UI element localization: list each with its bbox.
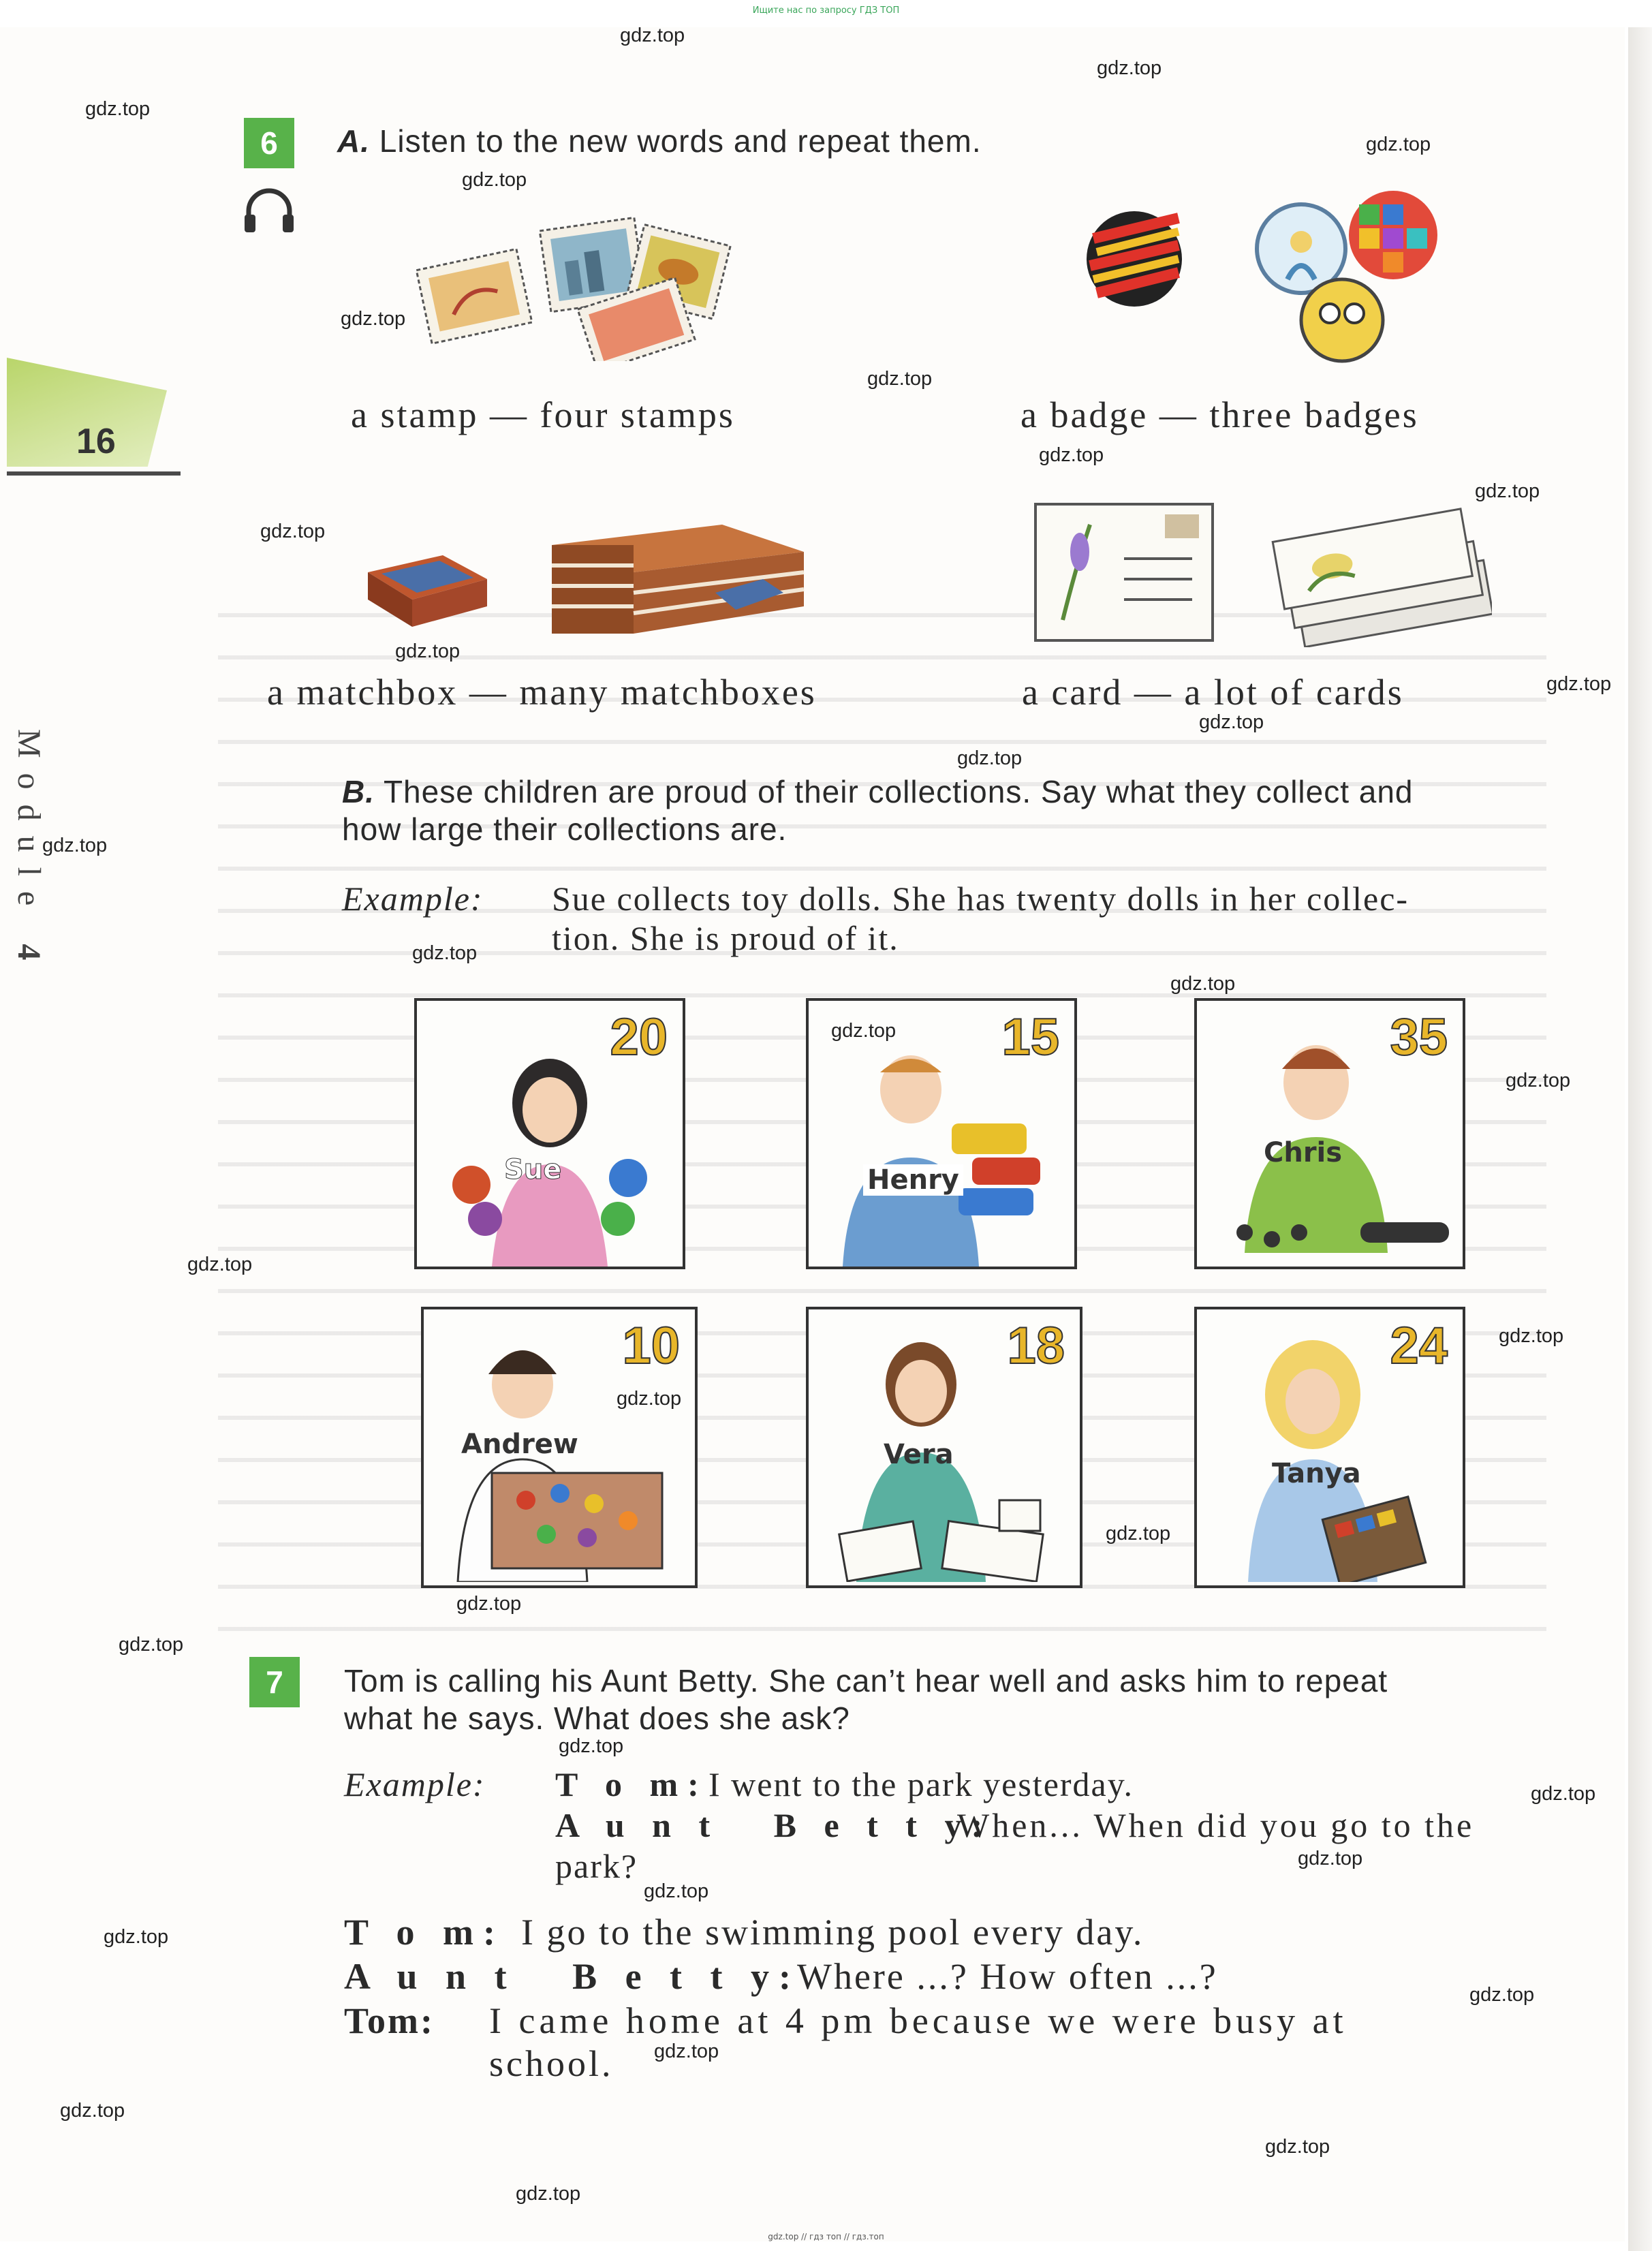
watermark: gdz.top xyxy=(1265,2136,1330,2158)
cards-illustration xyxy=(1029,477,1492,647)
child-panel-sue xyxy=(414,998,685,1269)
exercise6-part-b-instruction-line2: how large their collections are. xyxy=(342,811,788,847)
watermark: gdz.top xyxy=(1097,57,1162,79)
side-divider xyxy=(7,471,181,476)
child-name-andrew: Andrew xyxy=(461,1429,578,1460)
child-panel-chris xyxy=(1194,998,1465,1269)
top-note: Ищите нас по запросу ГДЗ ТОП xyxy=(752,5,900,16)
exercise7-instruction-line2: what he says. What does she ask? xyxy=(344,1701,850,1736)
watermark: gdz.top xyxy=(187,1254,253,1275)
dialogue-line: When... When did you go to the xyxy=(957,1806,1475,1844)
dialogue-speaker: Tom: xyxy=(344,2000,435,2041)
dialogue-speaker: T o m: xyxy=(555,1765,708,1803)
module-label: Module 4 xyxy=(11,729,47,976)
watermark: gdz.top xyxy=(456,1593,522,1615)
child-panel-vera xyxy=(806,1307,1082,1588)
example-line2: tion. She is proud of it. xyxy=(552,919,899,957)
watermark: gdz.top xyxy=(85,98,151,120)
watermark: gdz.top xyxy=(1106,1523,1171,1544)
watermark: gdz.top xyxy=(60,2100,125,2122)
watermark: gdz.top xyxy=(1531,1783,1596,1805)
exercise6-part-b-instruction-line1 xyxy=(342,773,1414,810)
dialogue-line: school. xyxy=(489,2043,614,2084)
watermark: gdz.top xyxy=(1039,444,1104,466)
dialogue-line: park? xyxy=(555,1847,638,1885)
watermark: gdz.top xyxy=(412,942,478,964)
page-edge-shadow xyxy=(1628,27,1652,2251)
watermark: gdz.top xyxy=(1298,1848,1363,1869)
vocab-stamp: a stamp — four stamps xyxy=(351,394,735,435)
watermark: gdz.top xyxy=(1546,673,1612,695)
collection-count: 20 xyxy=(610,1008,668,1066)
watermark: gdz.top xyxy=(1499,1325,1564,1347)
watermark: gdz.top xyxy=(559,1735,624,1757)
collection-count: 18 xyxy=(1007,1317,1065,1375)
vocab-matchbox: a matchbox — many matchboxes xyxy=(267,672,817,713)
bottom-note: gdz.top // гдз топ // гдз.топ xyxy=(768,2232,884,2241)
dialogue-speaker: A u n t B e t t y: xyxy=(555,1806,993,1844)
exercise6-part-a-instruction xyxy=(337,123,982,159)
collection-count: 15 xyxy=(1001,1008,1059,1066)
dialogue-speaker: T o m: xyxy=(344,1912,505,1953)
watermark: gdz.top xyxy=(1199,711,1264,733)
watermark: gdz.top xyxy=(644,1880,709,1902)
watermark: gdz.top xyxy=(260,521,326,542)
part-b-text-line1: These children are proud of their collections. Say what they collect and xyxy=(383,774,1414,809)
part-a-text: Listen to the new words and repeat them. xyxy=(379,123,982,159)
watermark: gdz.top xyxy=(617,1388,682,1410)
child-panel-andrew xyxy=(421,1307,698,1588)
vocab-card: a card — a lot of cards xyxy=(1022,672,1404,713)
dialogue-line: Where ...? How often ...? xyxy=(797,1956,1218,1997)
child-name-vera: Vera xyxy=(884,1439,954,1470)
watermark: gdz.top xyxy=(119,1634,184,1656)
dialogue-line: I came home at 4 pm because we were busy at xyxy=(489,2000,1347,2041)
collection-count: 24 xyxy=(1390,1317,1448,1375)
watermark: gdz.top xyxy=(104,1926,169,1948)
collection-count: 35 xyxy=(1390,1008,1448,1066)
watermark: gdz.top xyxy=(1506,1070,1571,1091)
watermark: gdz.top xyxy=(516,2183,581,2205)
watermark: gdz.top xyxy=(957,747,1023,769)
dialogue-line: I go to the swimming pool every day. xyxy=(521,1912,1144,1953)
collection-count: 10 xyxy=(622,1317,680,1375)
child-panel-tanya xyxy=(1194,1307,1465,1588)
child-name-sue: Sue xyxy=(504,1154,562,1185)
exercise7-instruction-line1: Tom is calling his Aunt Betty. She can’t hear well and asks him to repeat xyxy=(344,1663,1388,1698)
example-label: Example: xyxy=(342,880,484,918)
watermark: gdz.top xyxy=(1475,480,1540,502)
stamps-illustration xyxy=(409,204,763,361)
watermark: gdz.top xyxy=(867,368,933,390)
watermark: gdz.top xyxy=(42,835,108,856)
dialogue-speaker: A u n t B e t t y: xyxy=(344,1956,800,1997)
henry-illustration xyxy=(815,1042,1067,1267)
example-line1: Sue collects toy dolls. She has twenty dolls in her collec- xyxy=(552,880,1409,918)
dialogue-line: I went to the park yesterday. xyxy=(708,1765,1134,1803)
watermark: gdz.top xyxy=(831,1020,897,1042)
watermark: gdz.top xyxy=(1366,134,1431,155)
part-a-letter: A. xyxy=(337,123,370,159)
watermark: gdz.top xyxy=(462,169,527,191)
watermark: gdz.top xyxy=(1170,973,1236,995)
vocab-badge: a badge — three badges xyxy=(1020,394,1419,435)
watermark: gdz.top xyxy=(1469,1984,1535,2006)
page-number: 16 xyxy=(76,422,116,461)
exercise-number-6: 6 xyxy=(244,118,294,168)
headphones-icon xyxy=(242,184,296,235)
part-b-letter: B. xyxy=(342,774,375,809)
watermark: gdz.top xyxy=(654,2040,719,2062)
watermark: gdz.top xyxy=(620,25,685,46)
watermark: gdz.top xyxy=(341,308,406,330)
child-name-tanya: Tanya xyxy=(1272,1458,1361,1489)
child-name-henry: Henry xyxy=(863,1164,963,1196)
badges-illustration xyxy=(1076,184,1444,368)
exercise7-example-label: Example: xyxy=(344,1765,486,1803)
exercise-number-7: 7 xyxy=(249,1657,300,1707)
matchboxes-illustration xyxy=(354,491,831,647)
watermark: gdz.top xyxy=(395,640,461,662)
child-name-chris: Chris xyxy=(1264,1137,1343,1168)
